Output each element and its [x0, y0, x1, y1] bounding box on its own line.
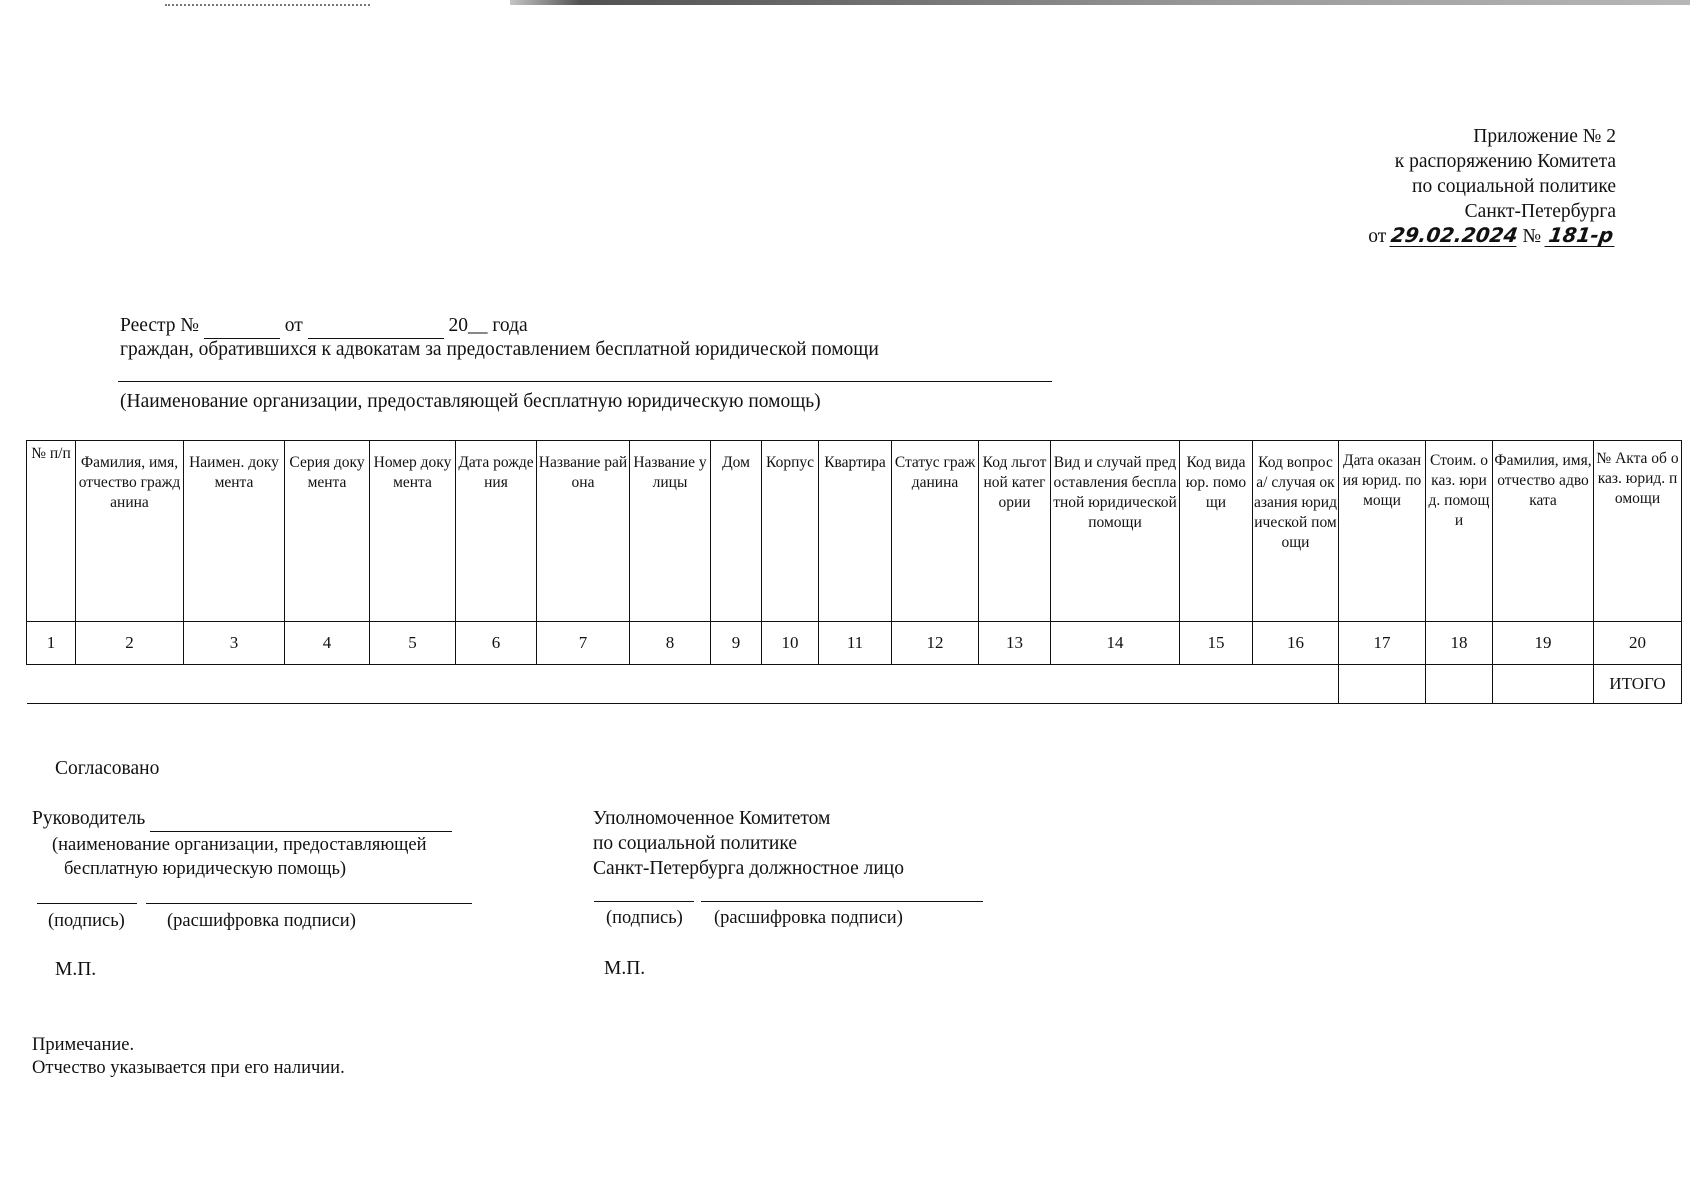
- registry-title: [120, 314, 528, 339]
- note-text: Отчество указывается при его наличии.: [32, 1058, 345, 1078]
- agreed-label: Согласовано: [55, 758, 160, 779]
- header-cell: Стоим. оказ. юрид. помощи: [1426, 441, 1493, 622]
- note-block: [32, 1034, 345, 1080]
- official-line-2: по социальной политике: [593, 833, 797, 854]
- head-signature-blank: [37, 903, 137, 904]
- header-cell: Вид и случай предоставления бесплатной юридической помощи: [1051, 441, 1180, 622]
- header-cell: Код вида юр. помощи: [1180, 441, 1253, 622]
- registry-date-blank: [308, 314, 444, 339]
- column-number-cell: 2: [76, 622, 184, 665]
- header-cell: № Акта об оказ. юрид. помощи: [1594, 441, 1682, 622]
- header-cell: Код льготной категории: [979, 441, 1051, 622]
- column-number-cell: 9: [711, 622, 762, 665]
- column-number-cell: 10: [762, 622, 819, 665]
- total-label-cell: ИТОГО: [1594, 665, 1682, 704]
- header-cell: Фамилия, имя, отчество адвоката: [1493, 441, 1594, 622]
- column-number-cell: 19: [1493, 622, 1594, 665]
- organization-caption: (Наименование организации, предоставляющей бесплатную юридическую помощь): [120, 391, 821, 412]
- column-number-cell: 11: [819, 622, 892, 665]
- column-number-cell: 16: [1253, 622, 1339, 665]
- total-cell-date: [1339, 665, 1426, 704]
- scan-artifact-top-left: [165, 4, 370, 9]
- header-cell: Код вопроса/ случая оказания юридической помощи: [1253, 441, 1339, 622]
- official-decode-caption: (расшифровка подписи): [714, 908, 903, 928]
- header-cell: Статус гражданина: [892, 441, 979, 622]
- head-caption-line-1: (наименование организации, предоставляющей: [52, 835, 427, 855]
- official-line-1: Уполномоченное Комитетом: [593, 808, 831, 829]
- column-number-cell: 14: [1051, 622, 1180, 665]
- head-sign-caption: (подпись): [48, 911, 125, 931]
- column-number-cell: 3: [184, 622, 285, 665]
- official-block: [593, 806, 904, 881]
- header-cell: Квартира: [819, 441, 892, 622]
- column-number-cell: 15: [1180, 622, 1253, 665]
- appendix-date-line: [1368, 224, 1616, 249]
- column-number-cell: 7: [537, 622, 630, 665]
- column-number-cell: 1: [27, 622, 76, 665]
- appendix-line-4: Санкт-Петербурга: [1464, 201, 1616, 222]
- appendix-from-label: от: [1368, 226, 1387, 247]
- header-cell: Корпус: [762, 441, 819, 622]
- total-row-blank: [27, 665, 1339, 704]
- appendix-number-handwritten: 181-р: [1544, 224, 1617, 247]
- header-cell: Дата рождения: [456, 441, 537, 622]
- appendix-line-3: по социальной политике: [1412, 176, 1616, 197]
- column-number-cell: 20: [1594, 622, 1682, 665]
- official-line-3: Санкт-Петербурга должностное лицо: [593, 858, 904, 879]
- column-number-cell: 18: [1426, 622, 1493, 665]
- head-blank: [150, 806, 452, 832]
- total-cell-advocate: [1493, 665, 1594, 704]
- appendix-block: [1368, 124, 1616, 249]
- column-number-cell: 4: [285, 622, 370, 665]
- appendix-date-handwritten: 29.02.2024: [1389, 223, 1520, 247]
- organization-name-line: [118, 381, 1052, 382]
- head-decode-caption: (расшифровка подписи): [167, 911, 356, 931]
- header-cell: Название улицы: [630, 441, 711, 622]
- column-number-cell: 6: [456, 622, 537, 665]
- scan-artifact-top: [510, 0, 1690, 5]
- appendix-line-2: к распоряжению Комитета: [1394, 151, 1616, 172]
- header-cell: Номер документа: [370, 441, 456, 622]
- total-cell-cost: [1426, 665, 1493, 704]
- header-cell: Фамилия, имя, отчество гражданина: [76, 441, 184, 622]
- head-decode-blank: [146, 903, 472, 904]
- registry-title-from: от: [284, 315, 303, 336]
- header-cell: Название района: [537, 441, 630, 622]
- header-cell: Серия документа: [285, 441, 370, 622]
- registry-title-year: 20__ года: [448, 315, 528, 336]
- appendix-number-label: №: [1522, 226, 1542, 247]
- column-number-cell: 8: [630, 622, 711, 665]
- official-decode-blank: [701, 901, 983, 902]
- head-signature-line: [32, 806, 452, 832]
- official-signature-blank: [594, 901, 694, 902]
- official-stamp-label: М.П.: [604, 958, 646, 979]
- registry-title-prefix: Реестр №: [120, 315, 200, 336]
- header-cell: Наимен. документа: [184, 441, 285, 622]
- official-sign-caption: (подпись): [606, 908, 683, 928]
- column-number-cell: 12: [892, 622, 979, 665]
- table-total-row: [27, 665, 1682, 704]
- registry-number-blank: [204, 314, 280, 339]
- column-number-cell: 17: [1339, 622, 1426, 665]
- column-number-cell: 5: [370, 622, 456, 665]
- registry-table: [26, 440, 1682, 704]
- table-numbering-row: [27, 622, 1682, 665]
- note-title: Примечание.: [32, 1035, 135, 1055]
- column-number-cell: 13: [979, 622, 1051, 665]
- head-stamp-label: М.П.: [55, 959, 97, 980]
- registry-subtitle: граждан, обратившихся к адвокатам за предоставлением бесплатной юридической помощи: [120, 339, 879, 360]
- header-cell: № п/п: [27, 441, 76, 622]
- header-cell: Дата оказания юрид. помощи: [1339, 441, 1426, 622]
- head-caption: [52, 833, 427, 881]
- head-caption-line-2: бесплатную юридическую помощь): [64, 859, 347, 879]
- appendix-line-1: Приложение № 2: [1473, 126, 1616, 147]
- table-header-row: [27, 441, 1682, 622]
- header-cell: Дом: [711, 441, 762, 622]
- head-label: Руководитель: [32, 808, 146, 829]
